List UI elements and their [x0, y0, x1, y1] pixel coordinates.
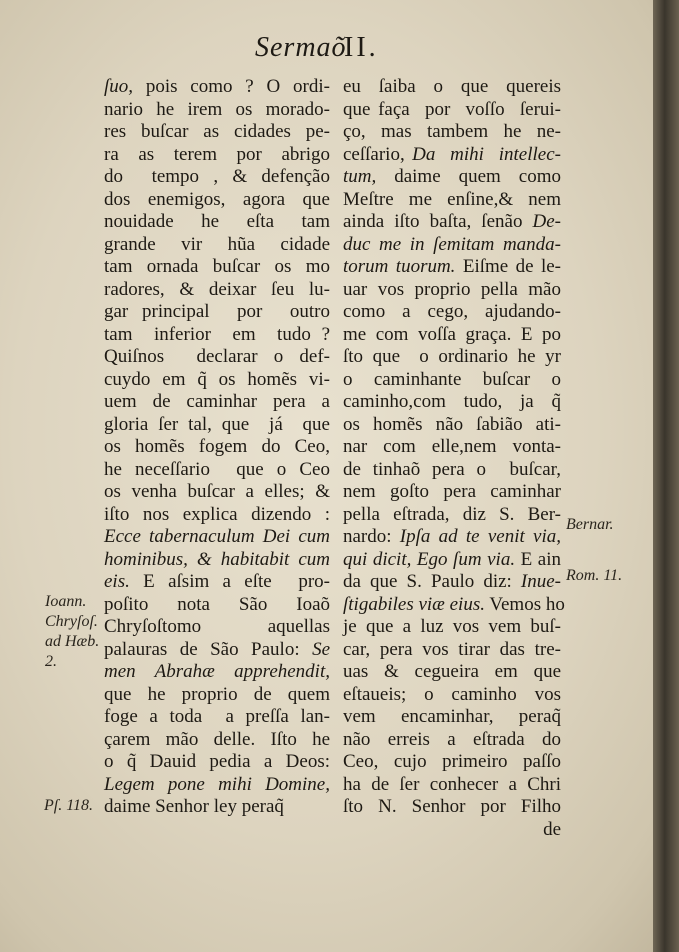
text-line [104, 571, 330, 594]
text-line [104, 166, 330, 189]
body-text: uem de caminhar pera a [104, 391, 330, 412]
body-text: he neceſſario que o Ceo [104, 458, 330, 480]
text-line [104, 76, 330, 99]
body-text: iſto nos explica dizendo : [104, 503, 330, 525]
text-line [104, 504, 330, 527]
text-line [104, 774, 330, 797]
text-line [343, 414, 561, 437]
latin-quote-text: qui dicit, Ego ſum via. [343, 548, 516, 570]
running-header-number: II. [344, 32, 379, 63]
body-text: uas & cegueira em que [343, 661, 561, 682]
text-line [343, 99, 561, 122]
text-line [343, 189, 561, 212]
body-text: ço, mas tambem he ne- [343, 121, 561, 142]
text-line [104, 234, 330, 257]
latin-quote-text: hominibus, & habitabit cum [104, 548, 330, 570]
body-text: Eiſme de le- [455, 256, 561, 277]
body-text: daime Senhor ley peraq̃ [104, 796, 284, 817]
text-line [343, 481, 561, 504]
text-line [104, 189, 330, 212]
text-line [343, 166, 561, 189]
body-text: Meſtre me enſine,& nem [343, 188, 561, 210]
body-text: Vemos ho [484, 593, 565, 615]
body-text: ceſſario, [343, 143, 413, 165]
text-line [104, 639, 330, 662]
text-line [343, 639, 561, 662]
body-text: de tinhaõ pera o buſcar, [343, 458, 561, 480]
latin-quote-text: tum, [343, 166, 377, 187]
margin-note-ioann: Ioann. Chryſoſ. ad Hæb. 2. [45, 593, 100, 670]
text-line [104, 729, 330, 752]
text-line [343, 301, 561, 324]
text-line [104, 526, 330, 549]
text-line [104, 796, 330, 819]
text-line [343, 369, 561, 392]
text-line [104, 99, 330, 122]
text-line [343, 526, 561, 549]
body-text: caminho,com tudo, ja q̃ [343, 391, 561, 412]
latin-quote-text: Inue- [520, 571, 561, 592]
text-line [343, 76, 561, 99]
text-line [104, 144, 330, 167]
text-line [343, 391, 561, 414]
text-line [104, 391, 330, 414]
body-text: eſtaueis; o caminho vos [343, 683, 561, 705]
body-text: foge a toda a preſſa lan- [104, 706, 330, 727]
body-text: gar principal por outro [104, 301, 330, 322]
latin-quote-text: Legem pone mihi Domine, [104, 773, 330, 795]
body-text: nario he irem os morado- [104, 98, 330, 120]
body-text: que he proprio de quem [104, 683, 330, 705]
text-line [104, 324, 330, 347]
body-text: ſto N. Senhor por Filho [343, 796, 561, 817]
body-text: cuydo em q̃ os homẽs vi- [104, 368, 330, 390]
body-text: uar vos proprio pella mão [343, 278, 561, 300]
body-text: o caminhante buſcar o [343, 368, 561, 390]
text-line [104, 616, 330, 639]
text-line [343, 256, 561, 279]
latin-quote-text: Da mihi intellec- [412, 143, 561, 165]
body-text: nouidade he eſta tam [104, 211, 330, 232]
body-text: nar com elle,nem vonta- [343, 436, 561, 457]
text-line [343, 729, 561, 752]
latin-quote-text: Ipſa ad te venit via, [399, 526, 561, 547]
body-text: da que S. Paulo diz: [343, 571, 521, 592]
margin-note-rom: Rom. 11. [566, 567, 623, 584]
body-text: E ain [515, 548, 561, 570]
text-line [104, 414, 330, 437]
body-text: os homẽs fogem do Ceo, [104, 436, 330, 457]
text-line [343, 346, 561, 369]
body-text: nem goſto pera caminhar [343, 481, 561, 502]
latin-quote-text: ſtigabiles viæ eius. [343, 593, 485, 615]
page-edge-shadow [653, 0, 679, 952]
margin-note-ps: Pſ. 118. [44, 797, 94, 814]
body-text: radores, & deixar ſeu lu- [104, 278, 330, 300]
latin-quote-text: Se [312, 638, 330, 660]
body-text: tam ornada buſcar os mo [104, 256, 330, 277]
text-line [343, 593, 565, 617]
body-text: ra as terem por abrigo [104, 143, 330, 165]
text-line [104, 279, 330, 302]
text-line [104, 369, 330, 392]
body-text: me com voſſa graça. E po [343, 323, 561, 345]
latin-quote-text: duc me in ſemitam manda- [343, 233, 561, 255]
text-line [343, 459, 561, 482]
text-line [343, 211, 561, 234]
body-text: gloria ſer tal, que já que [104, 413, 330, 435]
body-text: ainda iſto baſta, ſenão [343, 211, 533, 232]
body-text: não erreis a eſtrada do [343, 728, 561, 750]
body-text: vem encaminhar, peraq̃ [343, 706, 561, 727]
body-text: res buſcar as cidades pe- [104, 121, 330, 142]
body-text: ha de ſer conhecer a Chri [343, 773, 561, 795]
text-line [343, 324, 561, 347]
text-line [104, 751, 330, 774]
text-line [343, 661, 561, 684]
body-text: os venha buſcar a elles; & [104, 481, 330, 502]
text-line [104, 256, 330, 279]
text-line [343, 796, 561, 819]
body-text: E aſsim a eſte pro- [129, 571, 330, 592]
text-line [343, 234, 561, 257]
text-line [343, 549, 561, 572]
text-line [104, 301, 330, 324]
text-line [343, 706, 561, 729]
body-text: car, pera vos tirar das tre- [343, 638, 561, 660]
text-line [343, 571, 561, 594]
text-line [104, 594, 330, 617]
text-line [343, 504, 561, 527]
text-line [104, 706, 330, 729]
right-text-column [343, 76, 565, 841]
body-text: daime quem como [376, 166, 561, 187]
body-text: palauras de São Paulo: [104, 638, 313, 660]
body-text: grande vir hũa cidade [104, 233, 330, 255]
body-text: como a cego, ajudando- [343, 301, 561, 322]
body-text: Quiſnos declarar o def- [104, 346, 330, 367]
body-text: tam inferior em tudo ? [104, 323, 330, 345]
text-line [343, 774, 561, 797]
latin-quote-text: Ecce tabernaculum Dei cum [104, 526, 330, 547]
body-text: de [543, 818, 561, 840]
text-line [104, 121, 330, 144]
body-text: poſito nota São Ioaõ [104, 593, 330, 615]
body-text: os homẽs não ſabião ati- [343, 413, 561, 435]
body-text: eu ſaiba o que quereis [343, 76, 561, 97]
text-line [104, 481, 330, 504]
body-text: pella eſtrada, diz S. Ber- [343, 503, 561, 525]
latin-quote-text: torum tuorum. [343, 256, 456, 277]
latin-quote-text: De- [532, 211, 561, 232]
text-line [104, 436, 330, 459]
body-text: pois como ? O ordi- [133, 76, 330, 97]
body-text: o q̃ Dauid pedia a Deos: [104, 751, 330, 772]
body-text: çarem mão delle. Iſto he [104, 728, 330, 750]
body-text: dos enemigos, agora que [104, 188, 330, 210]
left-text-column [104, 76, 330, 819]
latin-quote-text: eis. [104, 571, 130, 592]
text-line [104, 346, 330, 369]
text-line [343, 751, 561, 774]
text-line [343, 684, 561, 707]
text-line [343, 819, 561, 842]
margin-note-bernar: Bernar. [566, 516, 614, 533]
text-line [104, 661, 330, 684]
text-line [343, 279, 561, 302]
text-line [343, 144, 561, 167]
body-text: ſto que o ordinario he yr [343, 346, 561, 367]
running-header-title: Sermaõ [255, 32, 347, 63]
body-text: Ceo, cujo primeiro paſſo [343, 751, 561, 772]
body-text: Chryſoſtomo aquellas [104, 616, 330, 637]
body-text: nardo: [343, 526, 400, 547]
latin-quote-text: ſuo, [104, 76, 134, 97]
text-line [104, 684, 330, 707]
text-line [104, 459, 330, 482]
text-line [104, 211, 330, 234]
text-line [343, 121, 561, 144]
text-line [104, 549, 330, 572]
body-text: je que a luz vos vem buſ- [343, 616, 561, 637]
body-text: que faça por voſſo ſerui- [343, 98, 561, 120]
latin-quote-text: men Abrahæ apprehendit, [104, 661, 330, 682]
body-text: do tempo , & defenção [104, 166, 330, 187]
text-line [343, 436, 561, 459]
text-line [343, 616, 561, 639]
